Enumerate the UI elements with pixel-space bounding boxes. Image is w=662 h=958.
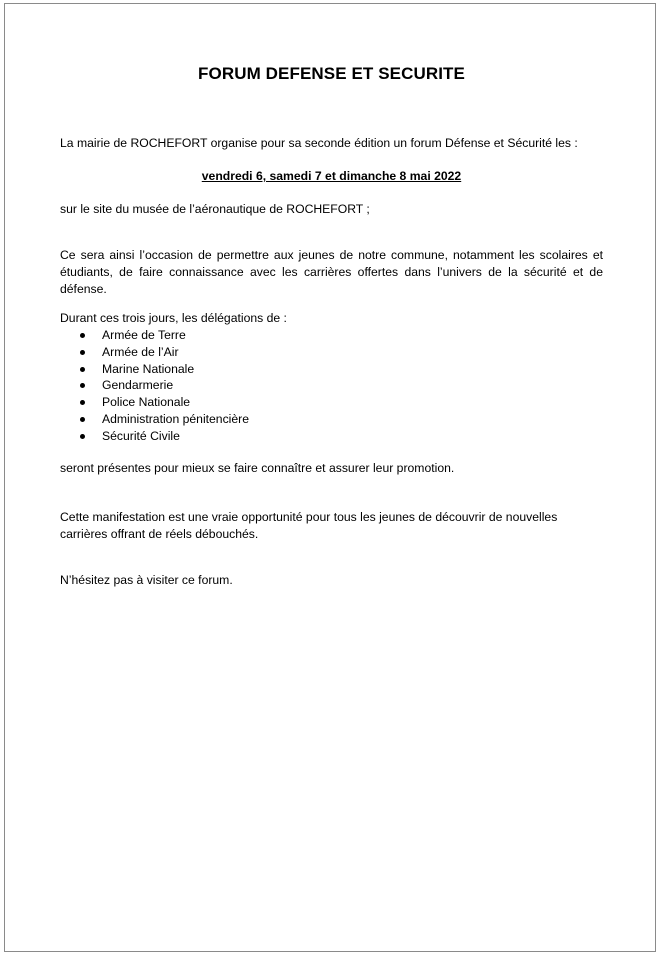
bullet-icon bbox=[80, 417, 85, 422]
closing-paragraph: N’hésitez pas à visiter ce forum. bbox=[60, 573, 233, 587]
list-item: Administration pénitencière bbox=[60, 411, 249, 428]
bullet-icon bbox=[80, 434, 85, 439]
document-title: FORUM DEFENSE ET SECURITE bbox=[198, 64, 465, 83]
list-item: Police Nationale bbox=[60, 394, 249, 411]
list-item: Marine Nationale bbox=[60, 361, 249, 378]
location-paragraph: sur le site du musée de l’aéronautique de ROCHEFORT ; bbox=[60, 202, 370, 216]
bullet-icon bbox=[80, 383, 85, 388]
event-dates: vendredi 6, samedi 7 et dimanche 8 mai 2022 bbox=[201, 169, 462, 183]
list-item: Armée de Terre bbox=[60, 327, 249, 344]
bullet-icon bbox=[80, 350, 85, 355]
list-item: Armée de l’Air bbox=[60, 344, 249, 361]
bullet-icon bbox=[80, 333, 85, 338]
delegations-outro: seront présentes pour mieux se faire connaître et assurer leur promotion. bbox=[60, 461, 455, 475]
bullet-icon bbox=[80, 400, 85, 405]
opportunity-paragraph: Cette manifestation est une vraie opportunité pour tous les jeunes de découvrir de nouvelles carrières offrant de réels débouchés. bbox=[60, 510, 558, 541]
list-item: Sécurité Civile bbox=[60, 428, 249, 445]
delegations-intro: Durant ces trois jours, les délégations de : bbox=[60, 311, 287, 325]
delegations-list bbox=[60, 327, 249, 445]
purpose-paragraph: Ce sera ainsi l’occasion de permettre aux jeunes de notre commune, notamment les scolaires et étudiants, de faire connaissance avec les carrières offertes dans l’univers de la sécurité et de défense. bbox=[60, 248, 603, 296]
bullet-icon bbox=[80, 367, 85, 372]
list-item: Gendarmerie bbox=[60, 377, 249, 394]
intro-paragraph: La mairie de ROCHEFORT organise pour sa seconde édition un forum Défense et Sécurité les : bbox=[60, 136, 578, 150]
